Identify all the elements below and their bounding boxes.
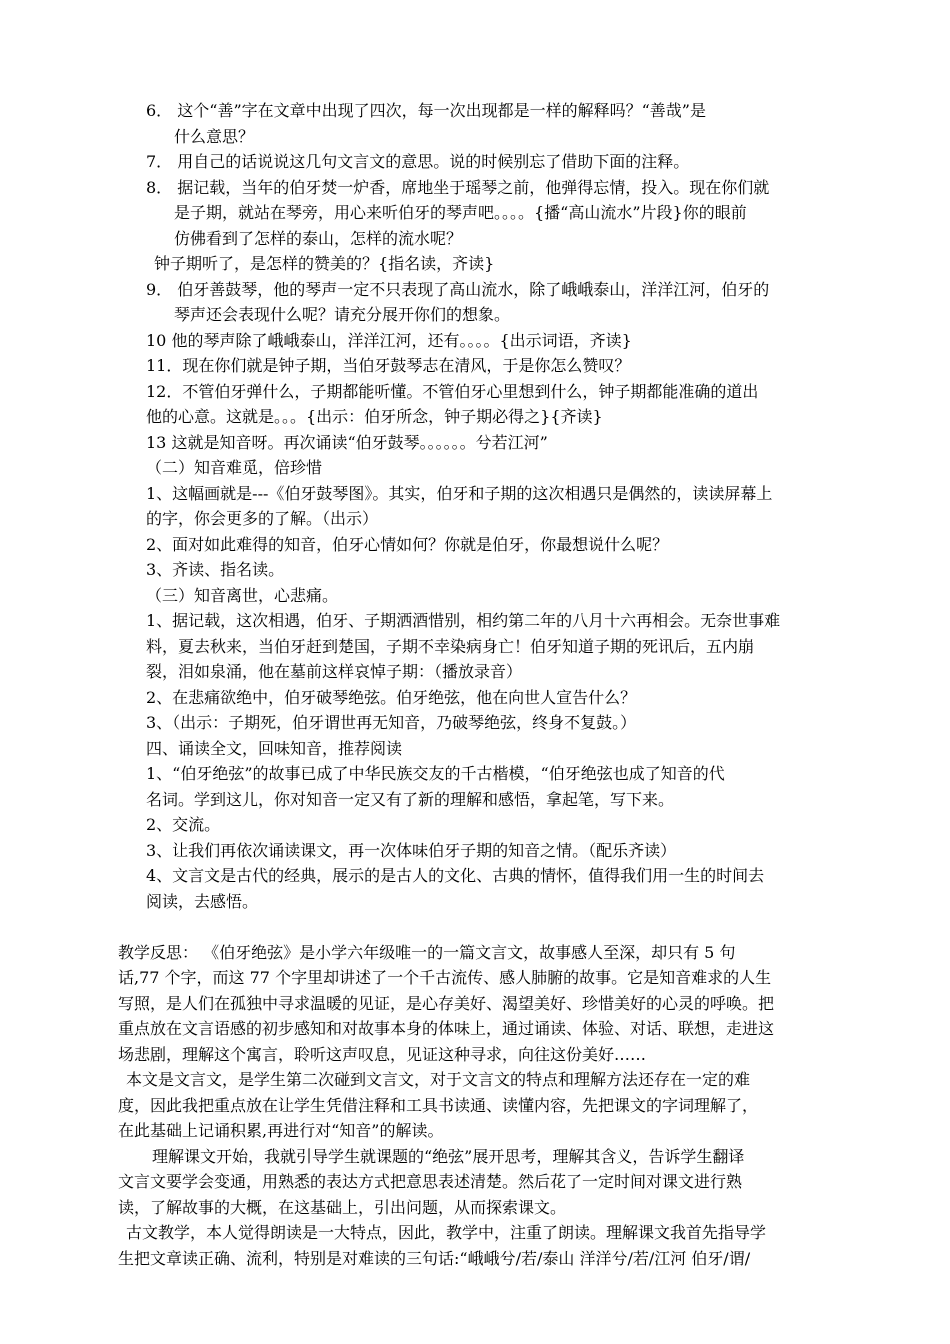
lesson-line: 12．不管伯牙弹什么，子期都能听懂。不管伯牙心里想到什么，钟子期都能准确的道出 xyxy=(146,381,759,401)
section-heading: （二）知音难觅，倍珍惜 xyxy=(146,458,323,477)
reflection-line: 生把文章读正确、流利，特别是对难读的三句话:“峨峨兮/若/泰山 洋洋兮/若/江河 伯牙/谓/ xyxy=(118,1248,751,1268)
lesson-line: 的字，你会更多的了解。（出示） xyxy=(146,509,379,528)
lesson-line: 3、齐读、指名读。 xyxy=(146,560,285,579)
lesson-line: 9． 伯牙善鼓琴，他的琴声一定不只表现了高山流水，除了峨峨泰山，洋洋江河，伯牙的 xyxy=(146,279,770,299)
lesson-line: 是子期，就站在琴旁，用心来听伯牙的琴声吧。。。。{播“高山流水”片段}你的眼前 xyxy=(174,203,747,222)
lesson-line: 他的心意。这就是。。。{出示：伯牙所念，钟子期必得之}{齐读} xyxy=(146,407,603,426)
reflection-line: 文言文要学会变通，用熟悉的表达方式把意思表述清楚。然后花了一定时间对课文进行熟 xyxy=(118,1172,743,1191)
document-body xyxy=(118,98,863,1271)
lesson-line: 裂，泪如泉涌，他在墓前这样哀悼子期：（播放录音） xyxy=(146,662,523,681)
lesson-line: 1、“伯牙绝弦”的故事已成了中华民族交友的千古楷模，“伯牙绝弦也成了知音的代 xyxy=(146,764,725,783)
reflection-line: 本文是文言文，是学生第二次碰到文言文，对于文言文的特点和理解方法还存在一定的难 xyxy=(126,1070,751,1089)
lesson-line: 7． 用自己的话说说这几句文言文的意思。说的时候别忘了借助下面的注释。 xyxy=(146,152,690,171)
reflection-line: 教学反思： 《伯牙绝弦》是小学六年级唯一的一篇文言文，故事感人至深，却只有 5 句 xyxy=(118,942,736,962)
reflection-line: 场悲剧，理解这个寓言，聆听这声叹息，见证这种寻求，向往这份美好…… xyxy=(118,1044,647,1064)
lesson-line: 1、这幅画就是---《伯牙鼓琴图》。其实，伯牙和子期的这次相遇只是偶然的，读读屏幕上 xyxy=(146,483,773,503)
reflection-line: 在此基础上记诵积累,再进行对“知音”的解读。 xyxy=(118,1121,444,1140)
reflection-line: 重点放在文言语感的初步感知和对故事本身的体味上，通过诵读、体验、对话、联想，走进这 xyxy=(118,1019,775,1038)
lesson-line: 2、交流。 xyxy=(146,815,221,834)
lesson-line: 1、据记载，这次相遇，伯牙、子期洒酒惜别，相约第二年的八月十六再相会。无奈世事难 xyxy=(146,611,781,630)
lesson-line: 料，夏去秋来，当伯牙赶到楚国，子期不幸染病身亡！伯牙知道子期的死讯后，五内崩 xyxy=(146,636,755,656)
lesson-line: 2、在悲痛欲绝中，伯牙破琴绝弦。伯牙绝弦，他在向世人宣告什么？ xyxy=(146,687,637,707)
lesson-line: 名词。学到这儿，你对知音一定又有了新的理解和感悟，拿起笔，写下来。 xyxy=(146,789,675,809)
lesson-line: 10 他的琴声除了峨峨泰山，洋洋江河，还有。。。。{出示词语，齐读} xyxy=(146,330,632,350)
lesson-line: 8． 据记载，当年的伯牙焚一炉香，席地坐于瑶琴之前，他弹得忘情，投入。现在你们就 xyxy=(146,177,770,197)
reflection-line: 度，因此我把重点放在让学生凭借注释和工具书读通、读懂内容，先把课文的字词理解了， xyxy=(118,1095,759,1115)
reflection-line: 话,77 个字，而这 77 个字里却讲述了一个千古流传、感人肺腑的故事。它是知音难求的人生 xyxy=(118,968,772,987)
lesson-line: 钟子期听了，是怎样的赞美的？{指名读，齐读} xyxy=(154,254,495,273)
paragraph-gap xyxy=(118,914,863,940)
lesson-line: 仿佛看到了怎样的泰山，怎样的流水呢？ xyxy=(174,228,463,248)
lesson-line: 11．现在你们就是钟子期，当伯牙鼓琴志在清风，于是你怎么赞叹？ xyxy=(146,356,631,375)
reflection-line: 古文教学，本人觉得朗读是一大特点，因此，教学中，注重了朗读。理解课文我首先指导学 xyxy=(126,1223,767,1242)
lesson-line: 13 这就是知音呀。再次诵读“伯牙鼓琴。。。。。。兮若江河” xyxy=(146,432,548,452)
lesson-line: 6． 这个“善”字在文章中出现了四次，每一次出现都是一样的解释吗？“善哉”是 xyxy=(146,101,706,120)
lesson-line: 3、让我们再依次诵读课文，再一次体味伯牙子期的知音之情。（配乐齐读） xyxy=(146,840,677,860)
reflection-line: 理解课文开始，我就引导学生就课题的“绝弦”展开思考，理解其含义，告诉学生翻译 xyxy=(152,1146,745,1166)
lesson-line: 3、（出示：子期死，伯牙谓世再无知音，乃破琴绝弦，终身不复鼓。） xyxy=(146,713,637,732)
lesson-line: 2、面对如此难得的知音，伯牙心情如何？你就是伯牙，你最想说什么呢？ xyxy=(146,534,669,554)
reflection-line: 写照，是人们在孤独中寻求温暖的见证，是心存美好、渴望美好、珍惜美好的心灵的呼唤。把 xyxy=(118,993,775,1013)
lesson-line: 琴声还会表现什么呢？请充分展开你们的想象。 xyxy=(174,305,511,324)
lesson-line: 阅读，去感悟。 xyxy=(146,891,259,911)
reflection-line: 读，了解故事的大概，在这基础上，引出问题，从而探索课文。 xyxy=(118,1197,567,1217)
lesson-line: 4、文言文是古代的经典，展示的是古人的文化、古典的情怀，值得我们用一生的时间去 xyxy=(146,866,765,885)
lesson-line: 什么意思？ xyxy=(174,126,255,146)
section-heading: 四、诵读全文，回味知音，推荐阅读 xyxy=(146,738,403,758)
section-heading: （三）知音离世，心悲痛。 xyxy=(146,585,339,605)
